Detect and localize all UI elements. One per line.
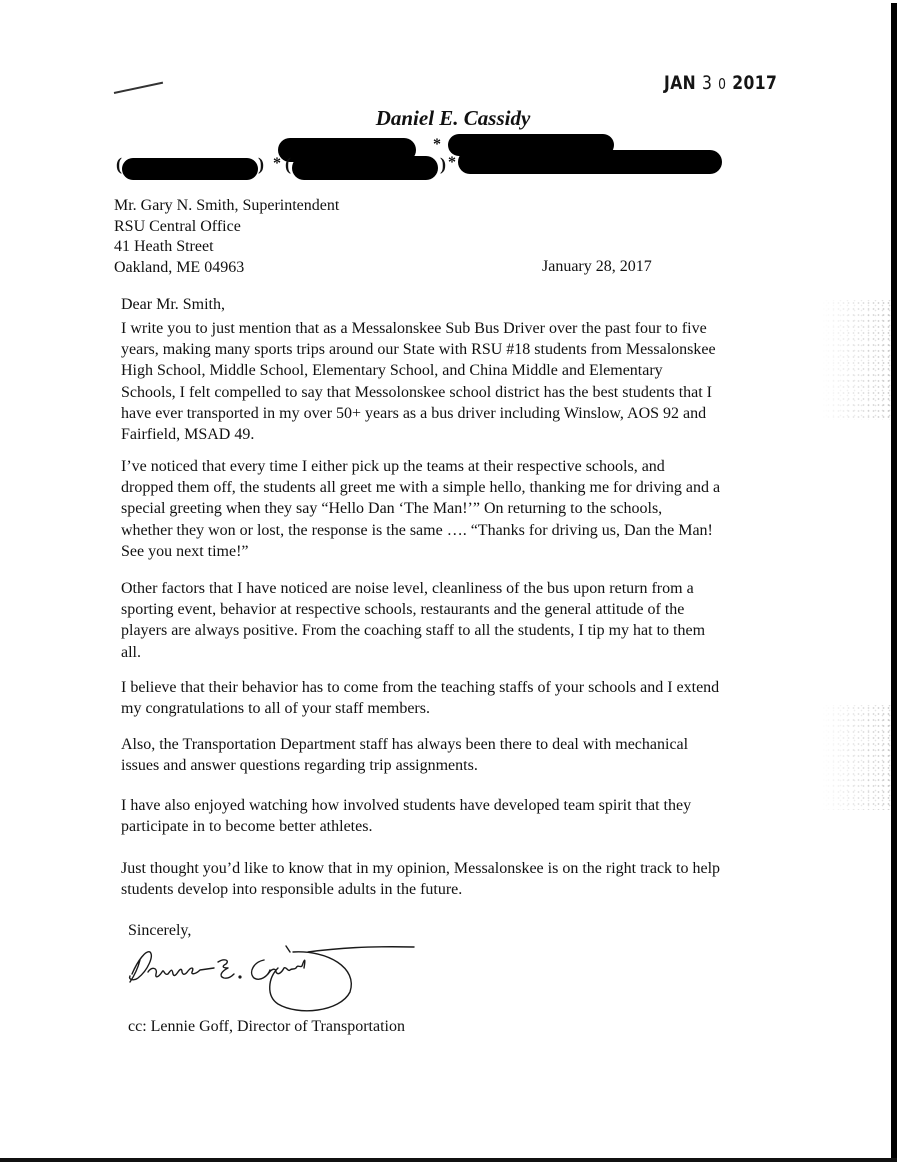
text-line: I’ve noticed that every time I either pick up the teams at their respective schools, and [121,458,665,475]
paragraph-4 [121,677,801,719]
text-line: Fairfield, MSAD 49. [121,426,255,444]
recipient-address [114,196,339,278]
scan-noise [821,300,891,420]
text-line: have ever transported in my over 50+ years as a bus driver including Winslow, AOS 92 and [121,404,707,422]
text-line: participate in to become better athletes. [121,818,373,836]
text-line: sporting event, behavior at respective schools, restaurants and the general attitude of the [121,601,685,619]
cc-line: cc: Lennie Goff, Director of Transportation [128,1018,405,1035]
paragraph-3 [121,578,801,663]
stamp-month: JAN [664,72,697,94]
text-line: I have also enjoyed watching how involved students have developed team spirit that they [121,797,692,814]
text-line: Also, the Transportation Department staff has always been there to deal with mechanical [121,736,689,753]
closing: Sincerely, [128,922,192,939]
letterhead-separator: * [448,154,456,171]
text-line: students develop into responsible adults in the future. [121,881,463,899]
letterhead-paren: ( [285,154,291,174]
stamp-day-2: 0 [718,75,727,93]
text-line: Just thought you’d like to know that in my opinion, Messalonskee is on the right track to help [121,860,721,877]
text-line: my congratulations to all of your staff members. [121,700,430,718]
paragraph-6 [121,795,801,837]
text-line: I believe that their behavior has to come from the teaching staffs of your schools and I extend [121,679,720,696]
paragraph-5 [121,734,801,776]
letterhead-paren: ( [116,154,122,174]
text-line: issues and answer questions regarding trip assignments. [121,757,478,775]
text-line: dropped them off, the students all greet me with a simple hello, thanking me for driving and a [121,479,721,497]
recipient-line: 41 Heath Street [114,238,214,255]
stray-pen-mark [114,82,163,94]
scan-noise [821,705,891,810]
redacted-block [458,150,722,174]
redacted-block [122,158,258,180]
letter-date: January 28, 2017 [542,258,652,275]
letterhead-separator: * [433,136,441,153]
scan-border-right [891,3,897,1161]
text-line: Other factors that I have noticed are noise level, cleanliness of the bus upon return from a [121,580,694,597]
text-line: I write you to just mention that as a Messalonskee Sub Bus Driver over the past four to five [121,320,707,337]
letterhead-name: Daniel E. Cassidy [375,106,531,130]
text-line: whether they won or lost, the response is the same …. “Thanks for driving us, Dan the Man! [121,521,713,539]
recipient-line: Oakland, ME 04963 [114,258,245,276]
recipient-line: RSU Central Office [114,217,241,235]
text-line: High School, Middle School, Elementary School, and China Middle and Elementary [121,362,663,380]
text-line: players are always positive. From the coaching staff to all the students, I tip my hat to them [121,622,706,640]
stamp-year: 2017 [732,72,778,94]
paragraph-1 [121,318,801,445]
text-line: Schools, I felt compelled to say that Messolonskee school district has the best students that I [121,383,713,401]
paragraph-7 [121,858,801,900]
received-date-stamp [664,72,777,94]
text-line: all. [121,643,141,661]
salutation: Dear Mr. Smith, [121,296,225,313]
text-line: special greeting when they say “Hello Dan ‘The Man!’” On returning to the schools, [121,500,663,518]
letterhead-paren: ) [440,154,446,174]
letterhead-separator: * [273,155,281,172]
letterhead-paren: ) [258,154,264,174]
redacted-block [292,156,438,180]
text-line: See you next time!” [121,542,249,560]
recipient-line: Mr. Gary N. Smith, Superintendent [114,197,340,214]
paragraph-2 [121,456,801,562]
text-line: years, making many sports trips around our State with RSU #18 students from Messalonskee [121,341,716,359]
stamp-day-1: 3 [701,72,713,94]
handwritten-signature [118,938,418,1018]
scan-border-bottom [0,1158,897,1162]
